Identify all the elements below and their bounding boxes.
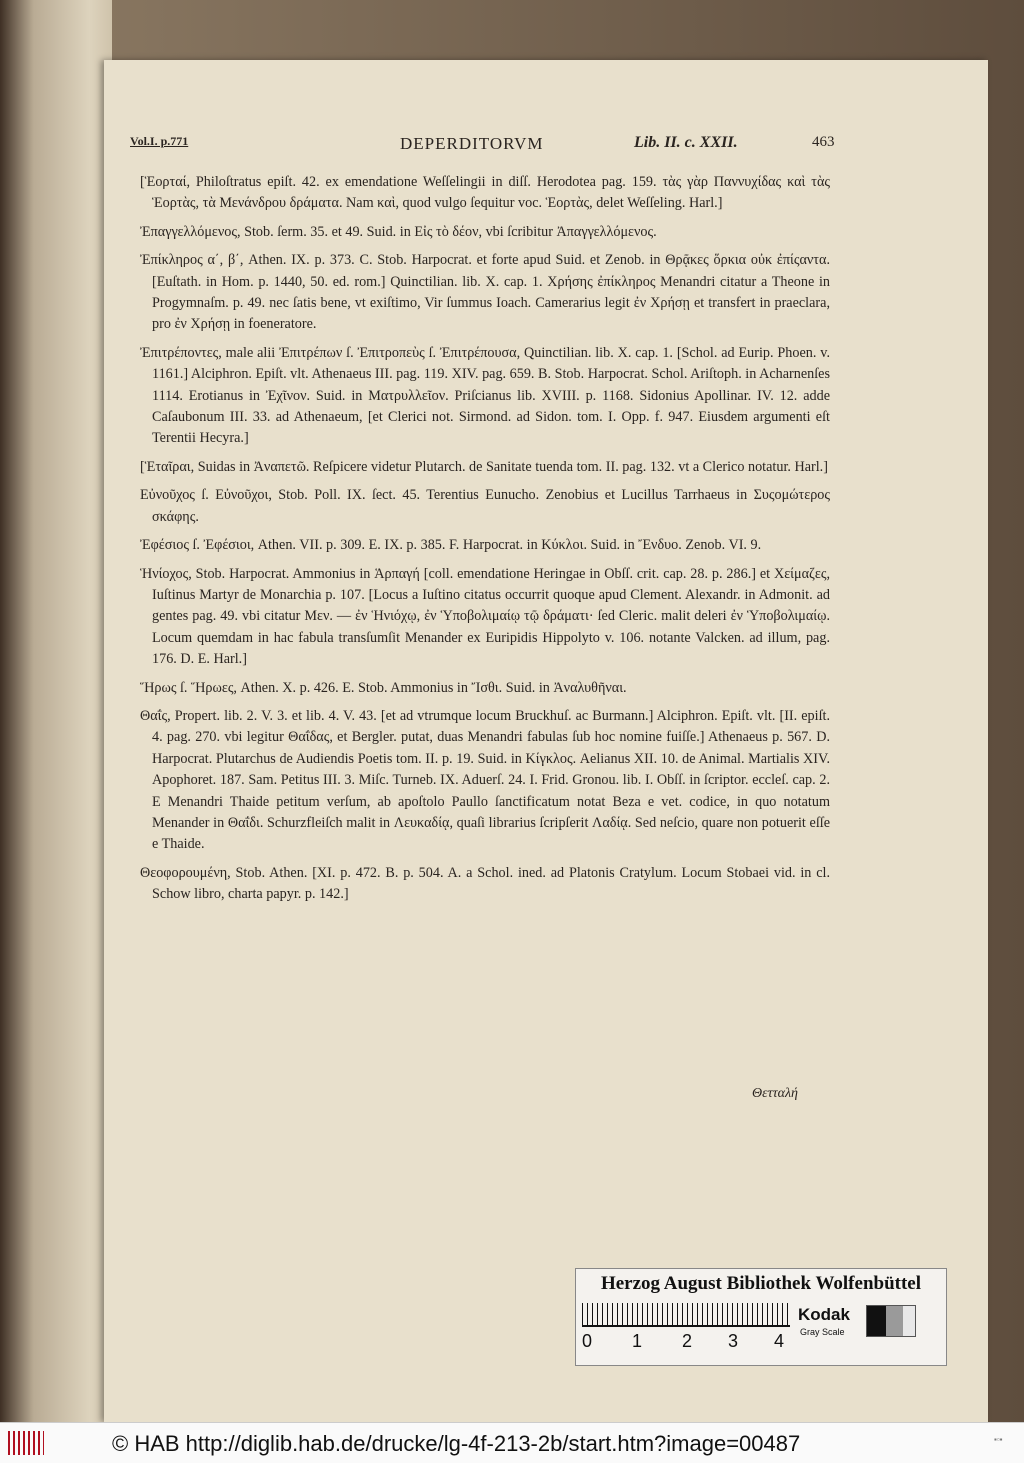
footer-url-text[interactable]: © HAB http://diglib.hab.de/drucke/lg-4f-213-2b/start.htm?image=00487 — [112, 1431, 801, 1456]
footer-bar — [0, 1422, 1024, 1463]
footer-badge-icon: ▪▫▪ — [994, 1435, 1003, 1444]
facing-page-edge — [0, 0, 112, 1422]
running-header — [130, 134, 835, 156]
entry-item: [Ἑορταί, Philoſtratus epiſt. 42. ex emendatione Weſſelingii in diſſ. Herodotea pag. 159. τὰς γὰρ Παννυχίδας καὶ τὰς Ἑορτὰς, τὰ Μενάνδρου δράματα. Nam καὶ, quod vulgo ſequitur voc. Ἑορτὰς, delet Weſſeling. Harl.] — [140, 174, 830, 212]
entry-item: Ἐπίκληρος α΄, β΄, Athen. IX. p. 373. C. Stob. Harpocrat. et forte apud Suid. et Zenob. in Θρᾷκες ὅρκια οὐκ ἐπίςαντα. [Euſtath. in Hom. p. 1440, 50. ed. rom.] Quinctilian. lib. X. cap. 1. Χρήσης ἐπίκληρος Menandri citatur a Theone in Progymnaſm. p. 49. nec ſatis bene, vt exiſtimo, Vir ſummus Ioach. Camerarius legit ἐν Χρήσῃ et transfert in praeclara, pro ἐν Χρήσῃ in foeneratore. — [140, 252, 830, 333]
scale-number: 0 — [582, 1331, 593, 1351]
volume-reference: Vol.I. p.771 — [130, 134, 189, 148]
library-name: Herzog August Bibliothek Wolfenbüttel — [600, 1273, 922, 1294]
gray-scale-swatch — [866, 1305, 916, 1337]
entry-item: Εὐνοῦχος ſ. Εὐνοῦχοι, Stob. Poll. IX. ſect. 45. Terentius Eunucho. Zenobius et Lucillus Tarrhaeus in Συςομώτερος σκάφης. — [140, 487, 830, 525]
entry-item: [Ἑταῖραι, Suidas in Ἀναπετῶ. Reſpicere videtur Plutarch. de Sanitate tuenda tom. II. pag. 132. vt a Clerico notatur. Harl.] — [140, 458, 828, 475]
kodak-logo: Kodak — [798, 1305, 850, 1324]
scale-number: 3 — [728, 1331, 739, 1351]
entry-item: Ἐπιτρέποντες, male alii Ἐπιτρέπων ſ. Ἐπιτροπεὺς ſ. Ἐπιτρέπουσα, Quinctilian. lib. X. cap. 1. [Schol. ad Eurip. Phoen. v. 1161.] Alciphron. Epiſt. vlt. Athenaeus III. pag. 119. XIV. pag. 659. B. Stob. Harpocrat. Schol. Ariſtoph. in Acharnenſes 1114. Erotianus in Ἐχῖνον. Suid. in Ματρυλλεῖον. Priſcianus lib. XVIII. p. 1168. Sidonius Apollinar. IV. 12. adde Caſaubonum III. 33. ad Athenaeum, [et Clerici not. Sirmond. ad Sidon. tom. I. Opp. f. 947. Eiusdem argumenti eſt Terentii Hecyra.] — [140, 344, 831, 447]
gray-scale-label: Gray Scale — [800, 1327, 845, 1337]
library-stamp — [575, 1268, 947, 1366]
entry-item: Θαΐς, Propert. lib. 2. V. 3. et lib. 4. V. 43. [et ad vtrumque locum Bruckhuſ. ac Burmann.] Alciphron. Epiſt. vlt. [II. epiſt. 4. pag. 270. vbi legitur Θαΐδας, et Bergler. putat, duas Menandri fabulas ſub hoc nomine fuiſſe.] Athenaeus p. 567. D. Harpocrat. Plutarchus de Audiendis Poetis tom. II. p. 19. Suid. in Κίγκλος. Aelianus XII. 10. de Animal. Martialis XIV. Apophoret. 187. Sam. Petitus III. 3. Miſc. Turneb. IX. Aduerſ. 24. I. Frid. Gronou. lib. I. Obſſ. in ſcriptor. eccleſ. cap. 2. E Menandri Thaide petitum verſum, ab apoſtolo Paullo ſanctificatum notat Beza e vet. codice, in quo notatum Menander in Θαΐδι. Schurzfleiſch malit in Λευκαδίᾳ, quaſi librarius ſcripſerit Λαδίᾳ. Sed neſcio, quare non potuerit eſſe e Thaide. — [140, 707, 830, 853]
entry-list — [140, 172, 830, 913]
catchword: Θετταλή — [752, 1086, 799, 1101]
entry-item: Ἐπαγγελλόμενος, Stob. ſerm. 35. et 49. Suid. in Εἰς τὸ δέον, vbi ſcribitur Ἀπαγγελλόμενος. — [140, 223, 657, 240]
scale-number: 4 — [774, 1331, 785, 1351]
running-title: DEPERDITORVM — [400, 134, 544, 153]
entry-item: Θεοφορουμένη, Stob. Athen. [XI. p. 472. B. p. 504. A. a Schol. ined. ad Platonis Cratylum. Locum Stobaei vid. in cl. Schow libro, charta papyr. p. 142.] — [140, 864, 830, 903]
scale-number: 1 — [632, 1331, 643, 1351]
entry-item: Ἐφέσιος ſ. Ἐφέσιοι, Athen. VII. p. 309. E. IX. p. 385. F. Harpocrat. in Κύκλοι. Suid. in Ἔνδυο. Zenob. VI. 9. — [140, 537, 762, 554]
ruler-scale — [582, 1303, 790, 1327]
page-number: 463 — [812, 134, 835, 150]
hab-logo-icon — [8, 1431, 44, 1455]
scale-number: 2 — [682, 1331, 693, 1351]
entry-item: Ἥρως ſ. Ἥρωες, Athen. X. p. 426. E. Stob. Ammonius in Ἴσθι. Suid. in Ἀναλυθῆναι. — [140, 679, 627, 696]
book-chapter: Lib. II. c. XXII. — [634, 134, 738, 151]
entry-item: Ἡνίοχος, Stob. Harpocrat. Ammonius in Ἁρπαγή [coll. emendatione Heringae in Obſſ. crit. cap. 28. p. 286.] et Χείμαζες, Iuſtinus Martyr de Monarchia p. 107. [Locus a Iuſtino citatus occurrit quoque apud Clement. Alexandr. in Admonit. ad gentes pag. 49. vbi citatur Μεν. — ἐν Ἡνιόχῳ, ἐν Ὑποβολιμαίῳ τῷ δράματι· ſed Cleric. malit deleri ἐν Ὑποβολιμαίῳ. Locum quemdam in hac fabula transſumſit Menander ex Euripidis Hippolyto v. 106. notante Valcken. ad illum, pag. 176. D. E. Harl.] — [140, 565, 830, 668]
